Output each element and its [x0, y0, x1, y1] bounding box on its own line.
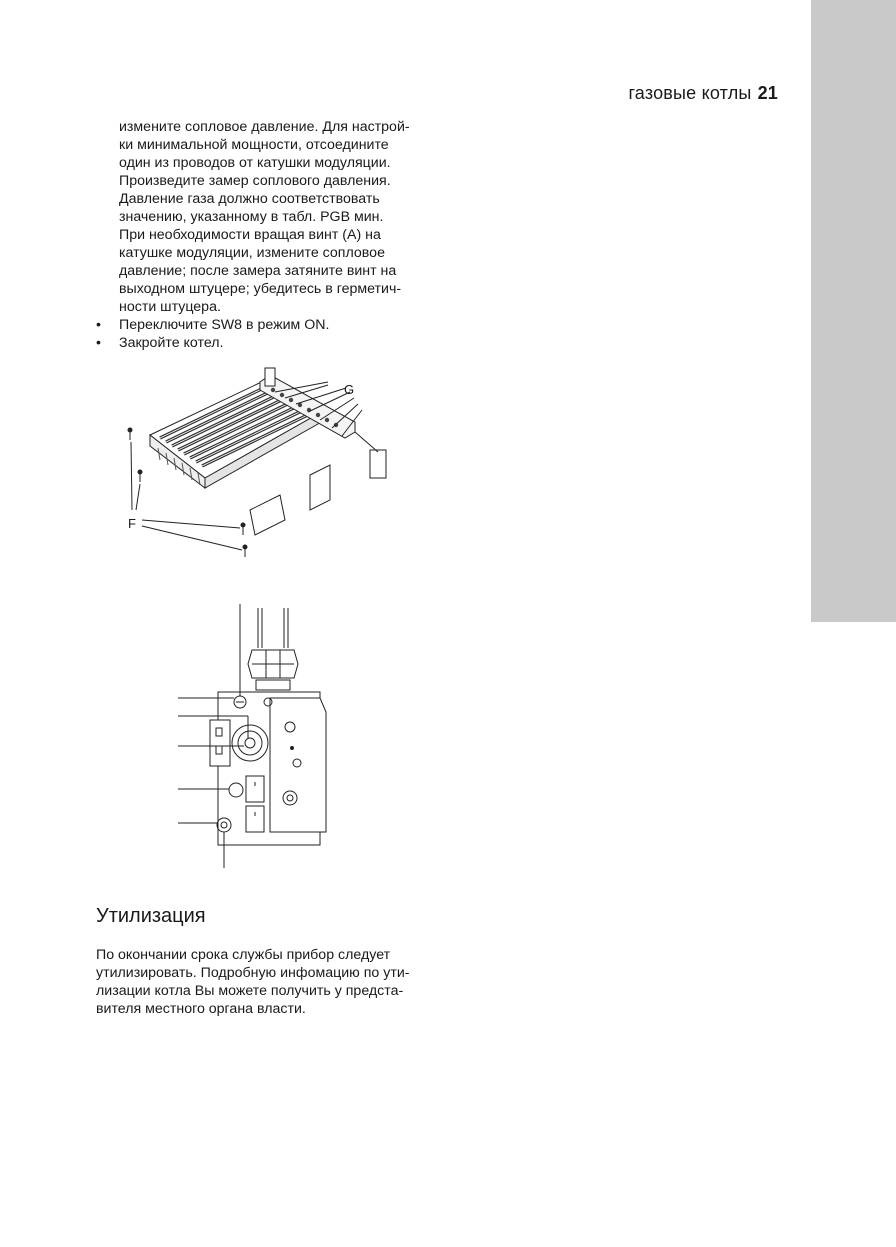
text-line: утилизировать. Подробную инфомацию по ути- — [96, 965, 410, 982]
text-line: измените сопловое давление. Для настрой- — [119, 119, 410, 135]
disposal-paragraph — [96, 946, 436, 1018]
text-line: По окончании срока службы прибор следует — [96, 947, 391, 963]
text-line: катушке модуляции, измените сопловое — [119, 245, 385, 262]
text-line: один из проводов от катушки модуляции. — [119, 155, 391, 172]
text-line: Давление газа должно соответствовать — [119, 191, 380, 208]
text-line: ки минимальной мощности, отсоедините — [119, 137, 389, 154]
bullet-text: Переключите SW8 в режим ON. — [119, 317, 330, 333]
side-tab — [811, 0, 896, 622]
page-number: 21 — [757, 83, 778, 103]
bullet-item — [96, 334, 436, 352]
page-header — [628, 83, 778, 104]
bullet-icon: • — [96, 317, 101, 333]
gas-valve-figure — [170, 600, 340, 870]
burner-figure — [110, 360, 410, 560]
bullet-icon: • — [96, 335, 101, 352]
text-line: давление; после замера затяните винт на — [119, 263, 397, 280]
bullet-item — [96, 316, 436, 334]
text-line: При необходимости вращая винт (A) на — [119, 227, 381, 244]
bullet-text: Закройте котел. — [119, 335, 224, 352]
section-title: Утилизация — [96, 905, 206, 927]
text-line: значению, указанному в табл. PGB мин. — [119, 209, 384, 226]
text-line: вителя местного органа власти. — [96, 1001, 306, 1018]
text-line: ности штуцера. — [119, 299, 221, 316]
text-line: лизации котла Вы можете получить у предста- — [96, 983, 404, 1000]
label-f: F — [128, 516, 136, 531]
continued-paragraph — [119, 118, 439, 317]
text-line: выходном штуцере; убедитесь в герметич- — [119, 281, 402, 298]
label-g: G — [344, 382, 355, 397]
text-line: Произведите замер соплового давления. — [119, 173, 391, 190]
burner-drawing — [110, 360, 410, 560]
gas-valve-drawing — [170, 600, 340, 870]
bullet-list — [96, 316, 436, 352]
header-title: газовые котлы — [628, 83, 752, 103]
